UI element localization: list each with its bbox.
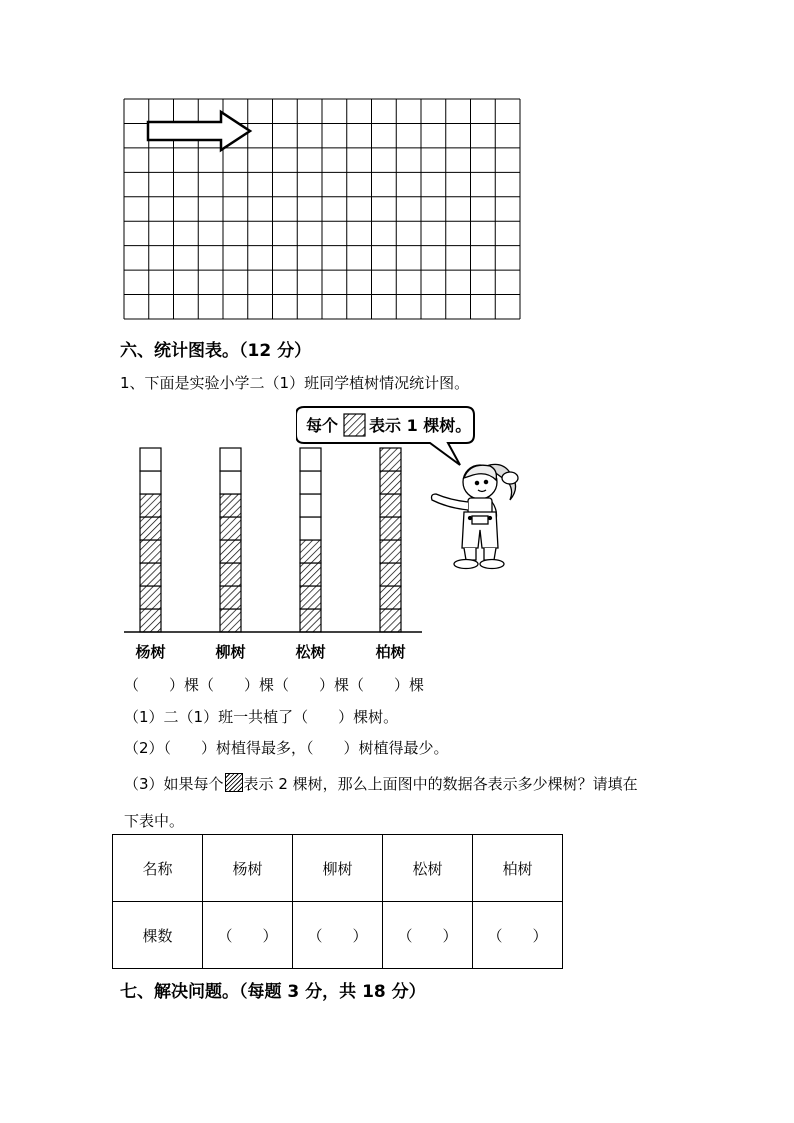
right-arrow-icon: [148, 112, 250, 150]
subquestion-3: [124, 773, 638, 794]
bar-cell-filled: [140, 563, 161, 586]
subquestion-3-after: 表示 2 棵树，那么上面图中的数据各表示多少棵树？请填在: [243, 775, 638, 793]
section7-heading: 七、解决问题。（每题 3 分，共 18 分）: [120, 982, 426, 1002]
bar-cell-empty: [140, 471, 161, 494]
bar-cell-filled: [380, 563, 401, 586]
bubble-text-before: 每个: [306, 416, 339, 435]
subquestion-3-before: （3）如果每个: [124, 775, 224, 793]
subquestion-1: （1）二（1）班一共植了（ ）棵树。: [124, 708, 399, 726]
hatch-square-icon: [225, 773, 243, 792]
bar-cell-filled: [140, 586, 161, 609]
bar-cell-empty: [300, 494, 321, 517]
subquestion-2: （2）（ ）树植得最多，（ ）树植得最少。: [124, 739, 449, 757]
bar-cell-filled: [220, 494, 241, 517]
section6-heading: 六、统计图表。（12 分）: [120, 341, 312, 361]
bar-4: [380, 448, 401, 632]
question1-text: 1、下面是实验小学二（1）班同学植树情况统计图。: [120, 374, 470, 392]
bar-cell-empty: [220, 471, 241, 494]
table-cell: 名称: [113, 835, 203, 902]
answer-blank-cell[interactable]: （ ）: [473, 902, 563, 969]
bar-cell-filled: [380, 609, 401, 632]
tree-count-table: [112, 834, 563, 969]
blanks-row: （ ）棵（ ）棵（ ）棵（ ）棵: [124, 676, 425, 694]
bar-cell-filled: [140, 517, 161, 540]
bar-cell-empty: [220, 448, 241, 471]
bar-cell-filled: [220, 586, 241, 609]
table-cell: 柳树: [293, 835, 383, 902]
square-grid: [123, 98, 521, 322]
table-cell: 棵数: [113, 902, 203, 969]
bar-cell-filled: [140, 540, 161, 563]
bar-cell-filled: [380, 540, 401, 563]
bar-cell-empty: [300, 517, 321, 540]
bar-cell-filled: [220, 517, 241, 540]
bar-cell-filled: [380, 471, 401, 494]
category-label: 柳树: [215, 643, 246, 661]
bar-cell-filled: [300, 563, 321, 586]
table-cell: 杨树: [203, 835, 293, 902]
bar-3: [300, 448, 321, 632]
bar-cell-filled: [300, 609, 321, 632]
answer-blank-cell[interactable]: （ ）: [383, 902, 473, 969]
table-cell: 松树: [383, 835, 473, 902]
bar-cell-filled: [380, 494, 401, 517]
answer-blank-cell[interactable]: （ ）: [293, 902, 383, 969]
category-label: 杨树: [135, 643, 166, 661]
table-cell: 柏树: [473, 835, 563, 902]
bar-cell-filled: [220, 609, 241, 632]
category-label: 柏树: [375, 643, 406, 661]
bar-cell-filled: [140, 494, 161, 517]
bar-cell-filled: [220, 540, 241, 563]
category-label: 松树: [295, 643, 326, 661]
bar-cell-empty: [300, 471, 321, 494]
bar-cell-filled: [220, 563, 241, 586]
bar-cell-filled: [300, 586, 321, 609]
bar-cell-filled: [140, 609, 161, 632]
girl-illustration: [424, 456, 534, 574]
bar-1: [140, 448, 161, 632]
bar-cell-filled: [300, 540, 321, 563]
hatch-legend-icon: [344, 414, 365, 436]
table-header-row: [113, 835, 563, 902]
answer-blank-cell[interactable]: （ ）: [203, 902, 293, 969]
bar-2: [220, 448, 241, 632]
bar-cell-empty: [140, 448, 161, 471]
bar-cell-filled: [380, 517, 401, 540]
bar-cell-filled: [380, 586, 401, 609]
bubble-text-after: 表示 1 棵树。: [369, 416, 472, 435]
subquestion-3-continued: 下表中。: [124, 812, 185, 830]
table-row: [113, 902, 563, 969]
